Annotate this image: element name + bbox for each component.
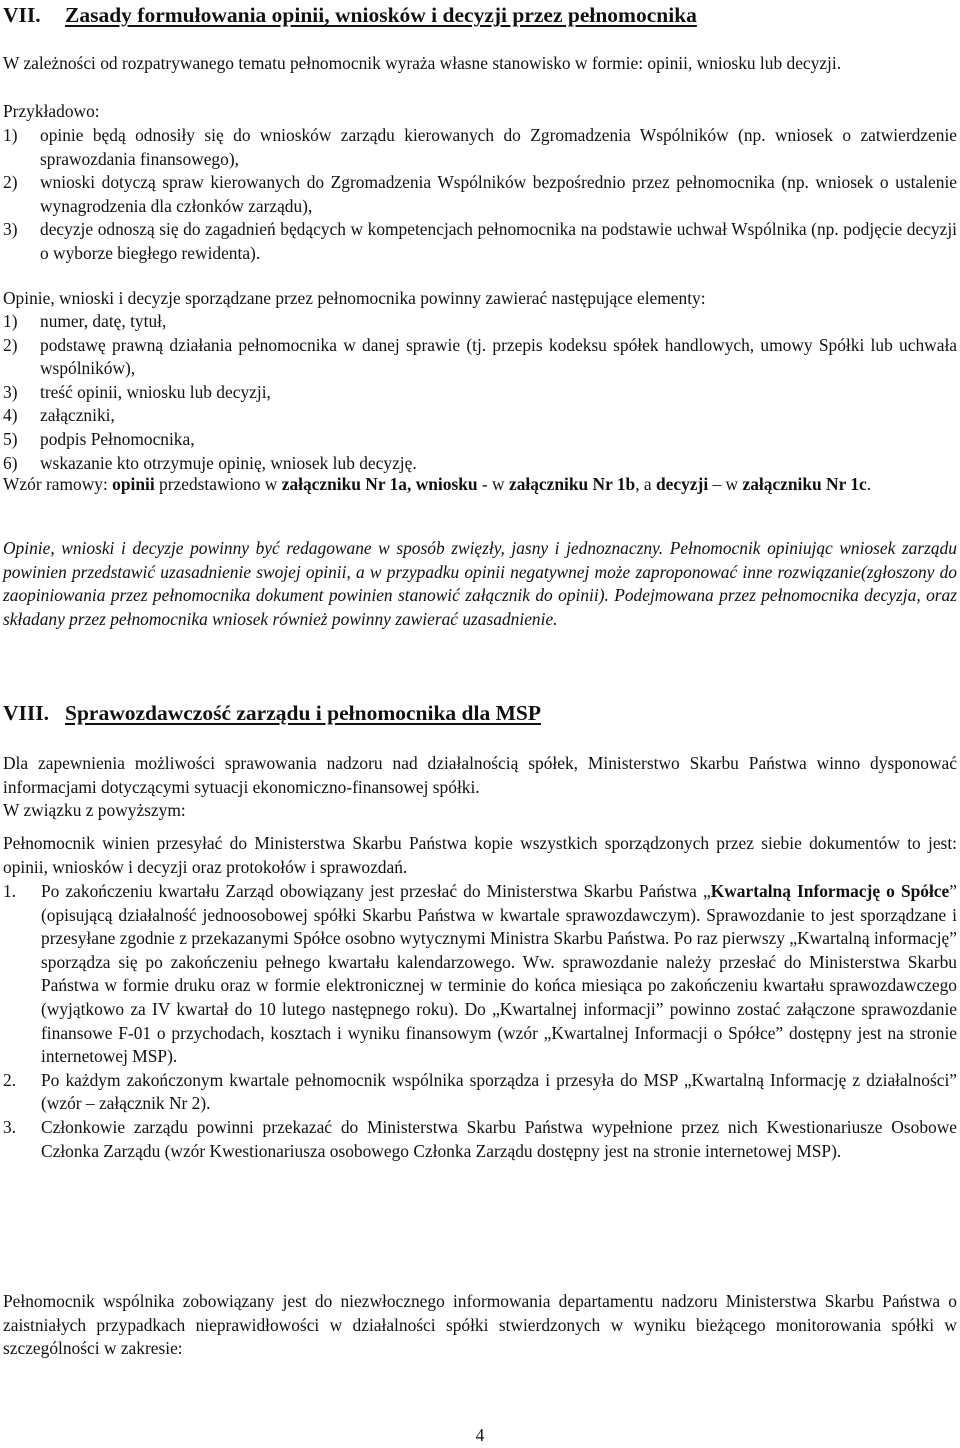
list-item — [3, 880, 957, 1069]
text-run: przedstawiono w — [154, 474, 282, 494]
page-number: 4 — [475, 1425, 485, 1445]
item-number: 3) — [3, 381, 18, 402]
bold-run: załączniku Nr 1b — [508, 474, 636, 494]
item-text: decyzje odnoszą się do zagadnień będących w kompetencjach pełnomocnika na podstawie uchwał Wspólnika (np. podjęcie decyzji o wyborze biegłego rewidenta). — [40, 219, 957, 263]
section-heading-vii — [3, 2, 957, 28]
reporting-list — [3, 880, 957, 1163]
section-number: VIII. — [3, 701, 50, 725]
item-number: 6) — [3, 452, 18, 473]
elements-lead: Opinie, wnioski i decyzje sporządzane przez pełnomocnika powinny zawierać następujące elementy: — [3, 288, 706, 308]
item-text: numer, datę, tytuł, — [40, 311, 167, 331]
item-number: 4) — [3, 405, 18, 426]
list-item — [3, 334, 957, 381]
item-text: opinie będą odnosiły się do wniosków zarządu kierowanych do Zgromadzenia Wspólników (np. wniosek o zatwierdzenie sprawozdania finansowego), — [40, 125, 957, 169]
list-item — [3, 171, 957, 218]
section-title: Zasady formułowania opinii, wniosków i decyzji przez pełnomocnika — [65, 3, 697, 27]
text-run: . — [866, 474, 872, 494]
examples-list — [3, 124, 957, 266]
list-item — [3, 428, 957, 452]
item-text: wnioski dotyczą spraw kierowanych do Zgromadzenia Wspólników bezpośrednio przez pełnomocnika (np. wniosek o ustalenie wynagrodzenia dla członków zarządu), — [40, 172, 957, 216]
paragraph: Pełnomocnik winien przesyłać do Ministerstwa Skarbu Państwa kopie wszystkich sporządzonych przez siebie dokumentów to jest: opinii, wniosków i decyzji oraz protokołów i sprawozdań. — [3, 833, 957, 877]
item-text — [41, 880, 957, 1069]
italic-note: Opinie, wnioski i decyzje powinny być redagowane w sposób zwięzły, jasny i jednoznaczny. Pełnomocnik opiniując wniosek zarządu powinien przedstawić uzasadnienie swojej opinii, a w przypadku opinii negatywnej może zaproponować inne rozwiązanie(zgłoszony do zaopiniowania przez pełnomocnika dokument powinien stanowić załącznik do opinii). Podejmowana przez pełnomocnika decyzja, oraz składany przez pełnomocnika wniosek również powinny zawierać uzasadnienie. — [3, 538, 957, 629]
list-item — [3, 124, 957, 171]
item-text: podstawę prawną działania pełnomocnika w danej sprawie (tj. przepis kodeksu spółek handlowych, umowy Spółki lub uchwała wspólników), — [40, 334, 957, 379]
item-number: 2) — [3, 172, 18, 193]
list-item — [3, 1116, 957, 1163]
item-text: załączniki, — [40, 405, 115, 426]
bold-run: decyzji — [656, 474, 709, 494]
paragraph: Pełnomocnik wspólnika zobowiązany jest do niezwłocznego informowania departamentu nadzoru Ministerstwa Skarbu Państwa o zaistniałych przypadkach nieprawidłowości w działalności spółki stwierdzonych w wyniku bieżącego monitorowania spółki w szczególności w zakresie: — [3, 1291, 957, 1359]
item-number: 1. — [3, 881, 17, 901]
list-item — [3, 381, 957, 405]
paragraph: W związku z powyższym: — [3, 800, 186, 820]
text-run: ” (opisującą działalność jednoosobowej spółki Skarbu Państwa w kwartale sprawozdawczym). Sprawozdanie to jest sporządzane i przesyłane zgodnie z przekazanymi Spółce osobno wytycznymi Ministra Skarbu Państwa. Po raz pierwszy „Kwartalną informację” sporządza się po zakończeniu pełnego kwartału kalendarzowego. Ww. sprawozdanie należy przesłać do Ministerstwa Skarbu Państwa w formie druku oraz w formie elektronicznej w terminie do końca miesiąca po zakończeniu kwartału sprawozdawczego (wyjątkowo za IV kwartał do 10 lutego następnego roku). Do „Kwartalnej informacji” powinno zostać załączone sprawozdanie finansowe F-01 o przychodach, kosztach i wyniku finansowym (wzór „Kwartalnej Informacji o Spółce” dostępny jest na stronie internetowej MSP). — [41, 881, 957, 1067]
list-item — [3, 218, 957, 265]
item-number: 2) — [3, 334, 18, 355]
item-text: treść opinii, wniosku lub decyzji, — [40, 381, 271, 402]
item-text: podpis Pełnomocnika, — [40, 428, 195, 449]
item-number: 5) — [3, 428, 18, 449]
list-item — [3, 404, 957, 428]
template-paragraph — [3, 473, 957, 497]
text-run: Wzór ramowy: — [3, 474, 113, 494]
list-item — [3, 1069, 957, 1116]
item-number: 1) — [3, 311, 18, 331]
list-item — [3, 310, 957, 334]
text-run: – w — [708, 474, 743, 494]
item-number: 2. — [3, 1069, 17, 1090]
item-text: wskazanie kto otrzymuje opinię, wniosek lub decyzję. — [40, 452, 417, 473]
text-run: , a — [635, 474, 656, 494]
section-heading-viii — [3, 700, 957, 726]
section-title: Sprawozdawczość zarządu i pełnomocnika dla MSP — [65, 701, 541, 725]
intro-paragraph: W zależności od rozpatrywanego tematu pełnomocnik wyraża własne stanowisko w formie: opinii, wniosku lub decyzji. — [3, 53, 842, 73]
item-number: 3) — [3, 219, 18, 240]
elements-list — [3, 310, 957, 475]
examples-lead: Przykładowo: — [3, 101, 100, 121]
item-text: Członkowie zarządu powinni przekazać do Ministerstwa Skarbu Państwa wypełnione przez nich Kwestionariusze Osobowe Członka Zarządu (wzór Kwestionariusza osobowego Członka Zarządu dostępny jest na stronie internetowej MSP). — [41, 1116, 957, 1161]
list-item — [3, 452, 957, 476]
item-text: Po każdym zakończonym kwartale pełnomocnik wspólnika sporządza i przesyła do MSP „Kwartalną Informację z działalności” (wzór – załącznik Nr 2). — [41, 1069, 957, 1114]
item-number: 1) — [3, 125, 18, 145]
text-run: - w — [477, 474, 509, 494]
bold-run: opinii — [112, 474, 155, 494]
bold-run: załączniku Nr 1a, wniosku — [281, 474, 478, 494]
bold-run: załączniku Nr 1c — [742, 474, 867, 494]
text-run: Po zakończeniu kwartału Zarząd obowiązany jest przesłać do Ministerstwa Skarbu Państwa „ — [41, 881, 711, 901]
section-number: VII. — [3, 3, 41, 27]
bold-run: Kwartalną Informację o Spółce — [710, 881, 950, 901]
paragraph: Dla zapewnienia możliwości sprawowania nadzoru nad działalnością spółek, Ministerstwo Skarbu Państwa winno dysponować informacjami dotyczącymi sytuacji ekonomiczno-finansowej spółki. — [3, 753, 957, 797]
item-number: 3. — [3, 1116, 17, 1137]
